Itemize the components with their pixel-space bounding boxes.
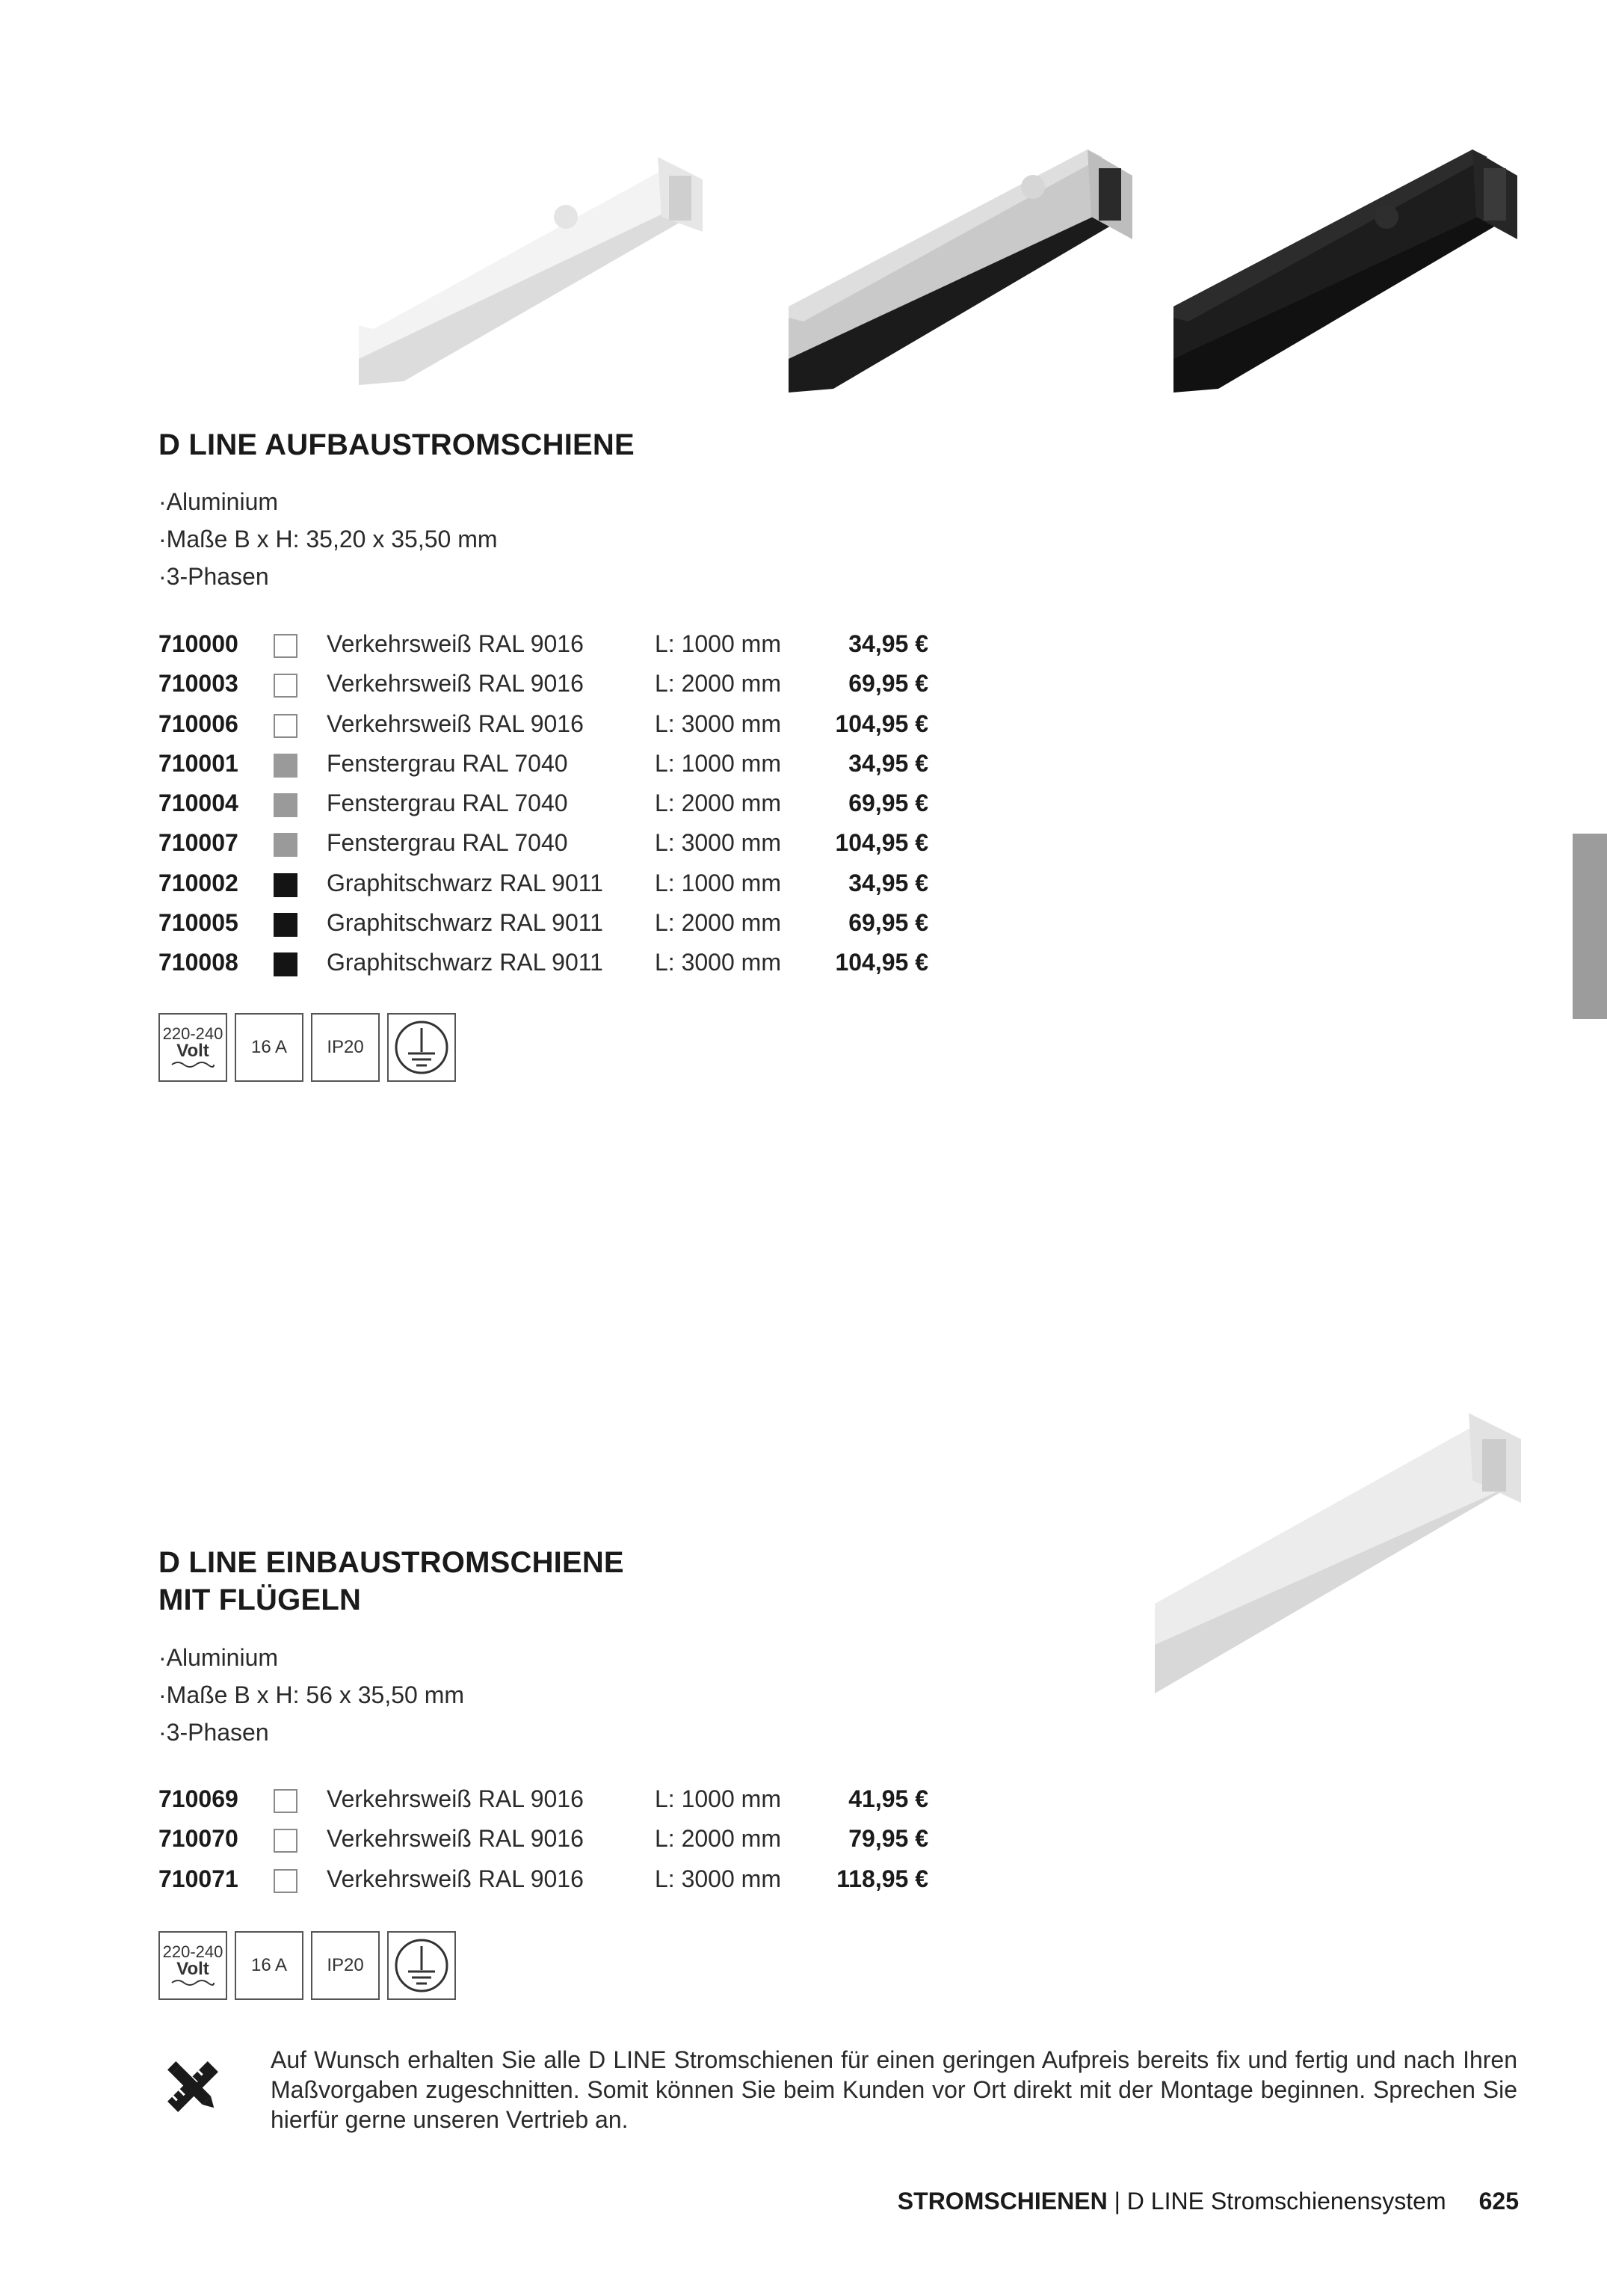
price: 34,95 € bbox=[848, 869, 928, 896]
color-name: Graphitschwarz RAL 9011 bbox=[327, 909, 603, 937]
section1-product-table bbox=[158, 624, 928, 983]
color-name: Verkehrsweiß RAL 9016 bbox=[327, 710, 584, 737]
product-row bbox=[158, 903, 928, 943]
color-swatch bbox=[274, 793, 297, 817]
product-row bbox=[158, 624, 928, 664]
section2-features bbox=[158, 1639, 464, 1751]
product-row bbox=[158, 744, 928, 784]
color-name: Verkehrsweiß RAL 9016 bbox=[327, 1865, 584, 1892]
length: L: 3000 mm bbox=[655, 1865, 781, 1892]
rail-image-recessed bbox=[1155, 1398, 1529, 1697]
article-number: 710001 bbox=[158, 749, 238, 777]
section1-features bbox=[158, 483, 498, 595]
ampere-badge: 16 A bbox=[235, 1931, 303, 2000]
length: L: 2000 mm bbox=[655, 1825, 781, 1853]
rail-image-white bbox=[359, 135, 710, 411]
wave-icon bbox=[170, 1978, 215, 1987]
price: 34,95 € bbox=[848, 630, 928, 657]
color-name: Verkehrsweiß RAL 9016 bbox=[327, 1785, 584, 1812]
article-number: 710071 bbox=[158, 1865, 238, 1892]
price: 104,95 € bbox=[835, 949, 928, 976]
wave-icon bbox=[170, 1060, 215, 1069]
product-row bbox=[158, 1779, 928, 1819]
color-swatch bbox=[274, 1789, 297, 1813]
length: L: 2000 mm bbox=[655, 909, 781, 937]
color-name: Fenstergrau RAL 7040 bbox=[327, 749, 568, 777]
feature-item: · Aluminium bbox=[158, 1639, 464, 1676]
custom-cut-note: Auf Wunsch erhalten Sie alle D LINE Stromschienen für einen geringen Aufpreis bereits fix und fertig und nach Ihren Maßvorgaben zugeschnitten. Somit können Sie beim Kunden vor Ort direkt mit der Montage beginnen. Sprechen Sie hierfür gerne unseren Vertrieb an. bbox=[271, 2046, 1517, 2133]
color-name: Verkehrsweiß RAL 9016 bbox=[327, 670, 584, 698]
price: 69,95 € bbox=[848, 670, 928, 698]
ip-rating-badge: IP20 bbox=[311, 1013, 380, 1082]
product-row bbox=[158, 864, 928, 903]
color-swatch bbox=[274, 714, 297, 738]
product-row bbox=[158, 943, 928, 982]
color-name: Fenstergrau RAL 7040 bbox=[327, 790, 568, 817]
ground-badge bbox=[387, 1013, 456, 1082]
length: L: 1000 mm bbox=[655, 630, 781, 657]
article-number: 710070 bbox=[158, 1825, 238, 1853]
color-swatch bbox=[274, 952, 297, 976]
length: L: 1000 mm bbox=[655, 869, 781, 896]
price: 41,95 € bbox=[848, 1785, 928, 1812]
color-swatch bbox=[274, 1829, 297, 1853]
length: L: 2000 mm bbox=[655, 790, 781, 817]
length: L: 1000 mm bbox=[655, 1785, 781, 1812]
price: 118,95 € bbox=[836, 1865, 928, 1892]
article-number: 710002 bbox=[158, 869, 238, 896]
product-row bbox=[158, 1819, 928, 1859]
ground-icon bbox=[392, 1936, 451, 1995]
footer-category: STROMSCHIENEN bbox=[897, 2188, 1108, 2215]
article-number: 710000 bbox=[158, 630, 238, 657]
color-name: Graphitschwarz RAL 9011 bbox=[327, 869, 603, 896]
price: 69,95 € bbox=[848, 790, 928, 817]
article-number: 710007 bbox=[158, 829, 238, 857]
section-tab-marker bbox=[1573, 834, 1607, 1019]
rail-image-grey bbox=[789, 135, 1147, 411]
section2-title-line2: MIT FLÜGELN bbox=[158, 1583, 362, 1616]
article-number: 710069 bbox=[158, 1785, 238, 1812]
color-swatch bbox=[274, 754, 297, 778]
rail-image-black bbox=[1173, 135, 1525, 411]
price: 79,95 € bbox=[848, 1825, 928, 1853]
page-number: 625 bbox=[1478, 2188, 1519, 2215]
voltage-badge: 220-240 Volt bbox=[158, 1931, 227, 2000]
feature-item: · Aluminium bbox=[158, 483, 498, 520]
price: 104,95 € bbox=[835, 710, 928, 737]
price: 69,95 € bbox=[848, 909, 928, 937]
feature-item: · Maße B x H: 35,20 x 35,50 mm bbox=[158, 520, 498, 558]
color-name: Verkehrsweiß RAL 9016 bbox=[327, 630, 584, 657]
product-row bbox=[158, 1859, 928, 1899]
color-swatch bbox=[274, 1869, 297, 1893]
color-name: Graphitschwarz RAL 9011 bbox=[327, 949, 603, 976]
feature-item: · 3-Phasen bbox=[158, 1714, 464, 1751]
length: L: 3000 mm bbox=[655, 829, 781, 857]
length: L: 3000 mm bbox=[655, 710, 781, 737]
article-number: 710008 bbox=[158, 949, 238, 976]
section2-product-table bbox=[158, 1779, 928, 1899]
footer-separator: | bbox=[1107, 2188, 1127, 2215]
product-row bbox=[158, 704, 928, 744]
color-swatch bbox=[274, 833, 297, 857]
section2-title-line1: D LINE EINBAUSTROMSCHIENE bbox=[158, 1546, 624, 1579]
color-swatch bbox=[274, 873, 297, 897]
product-row bbox=[158, 664, 928, 704]
voltage-badge: 220-240 Volt bbox=[158, 1013, 227, 1082]
section1-title: D LINE AUFBAUSTROMSCHIENE bbox=[158, 428, 635, 461]
color-name: Fenstergrau RAL 7040 bbox=[327, 829, 568, 857]
article-number: 710005 bbox=[158, 909, 238, 937]
length: L: 2000 mm bbox=[655, 670, 781, 698]
section1-spec-badges bbox=[158, 1013, 456, 1082]
price: 34,95 € bbox=[848, 749, 928, 777]
pencil-ruler-icon bbox=[158, 2052, 227, 2121]
article-number: 710003 bbox=[158, 670, 238, 698]
article-number: 710004 bbox=[158, 790, 238, 817]
color-swatch bbox=[274, 674, 297, 698]
price: 104,95 € bbox=[835, 829, 928, 857]
footer-subtitle: D LINE Stromschienensystem bbox=[1126, 2188, 1446, 2215]
feature-item: · Maße B x H: 56 x 35,50 mm bbox=[158, 1676, 464, 1714]
page-footer bbox=[898, 2188, 1519, 2215]
ampere-badge: 16 A bbox=[235, 1013, 303, 1082]
ip-rating-badge: IP20 bbox=[311, 1931, 380, 2000]
length: L: 3000 mm bbox=[655, 949, 781, 976]
article-number: 710006 bbox=[158, 710, 238, 737]
length: L: 1000 mm bbox=[655, 749, 781, 777]
product-row bbox=[158, 823, 928, 863]
feature-item: · 3-Phasen bbox=[158, 558, 498, 595]
color-name: Verkehrsweiß RAL 9016 bbox=[327, 1825, 584, 1853]
ground-icon bbox=[392, 1018, 451, 1077]
product-row bbox=[158, 784, 928, 823]
color-swatch bbox=[274, 913, 297, 937]
color-swatch bbox=[274, 634, 297, 658]
section2-spec-badges bbox=[158, 1931, 456, 2000]
ground-badge bbox=[387, 1931, 456, 2000]
section2-title bbox=[158, 1544, 624, 1619]
